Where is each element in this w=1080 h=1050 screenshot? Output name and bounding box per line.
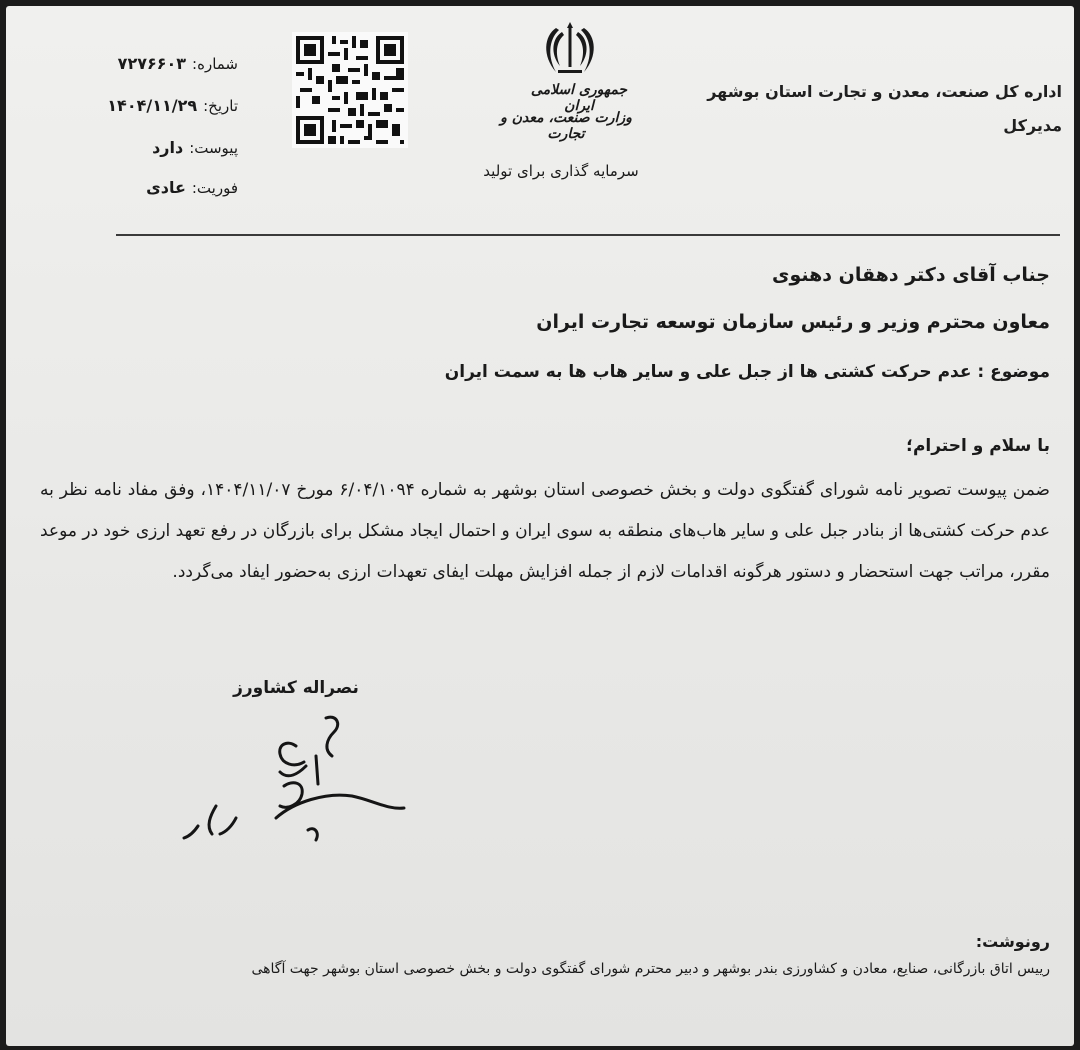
qr-code-icon [292, 32, 408, 148]
cc-recipients: رییس اتاق بازرگانی، صنایع، معادن و کشاورزی بندر بوشهر و دبیر محترم شورای گفتگوی دولت و بخش خصوصی استان بوشهر جهت آگاهی [251, 961, 1050, 977]
letter-date [107, 96, 238, 115]
addressee-title: معاون محترم وزیر و رئیس سازمان توسعه تجارت ایران [536, 311, 1050, 333]
attachment-label: پیوست: [189, 139, 238, 157]
letter-urgency [146, 178, 238, 197]
letter-body [40, 470, 1050, 593]
emblem-icon [540, 18, 600, 78]
body-paragraph: ضمن پیوست تصویر نامه شورای گفتگوی دولت و بخش خصوصی استان بوشهر به شماره ۶/۰۴/۱۰۹۴ مورخ ۱۴۰۴/۱۱/۰۷، وفق مفاد نامه نظر به عدم حرکت کشتی‌ها از بنادر جبل علی و سایر هاب‌های منطقه به سوی ایران و احتمال ایجاد مشکل برای بازرگان در رفع تعهد ارزی خود در موعد مقرر، مراتب جهت استحضار و دستور هرگونه اقدامات لازم از جمله افزایش مهلت ایفای تعهدات ارزی به‌حضور ایفاد می‌گردد. [40, 480, 1050, 582]
urgency-label: فوریت: [191, 179, 238, 197]
letter-subject: موضوع : عدم حرکت کشتی ها از جبل علی و سایر هاب ها به سمت ایران [444, 362, 1050, 382]
attachment-value: دارد [152, 138, 184, 157]
number-label: شماره: [192, 55, 238, 73]
signature-icon [176, 706, 426, 866]
date-label: تاریخ: [203, 97, 238, 115]
republic-name: جمهوری اسلامی ایران [530, 82, 628, 114]
urgency-value: عادی [146, 178, 186, 197]
addressee-name: جناب آقای دکتر دهقان دهنوی [772, 264, 1050, 286]
letter-page [6, 6, 1074, 1046]
cc-title: رونوشت: [975, 932, 1050, 951]
letter-number [118, 54, 238, 73]
slogan: سرمایه گذاری برای تولید [483, 162, 639, 180]
header-divider [116, 234, 1060, 236]
greeting: با سلام و احترام؛ [906, 436, 1050, 456]
org-name: اداره کل صنعت، معدن و تجارت استان بوشهر [707, 82, 1062, 101]
signer-name: نصراله کشاورز [233, 678, 359, 698]
letter-attachment [152, 138, 238, 157]
ministry-name: وزارت صنعت، معدن و تجارت [500, 110, 632, 142]
date-value: ۱۴۰۴/۱۱/۲۹ [107, 96, 198, 115]
org-position: مدیرکل [1003, 116, 1062, 135]
number-value: ۷۲۷۶۶۰۳ [117, 54, 187, 73]
